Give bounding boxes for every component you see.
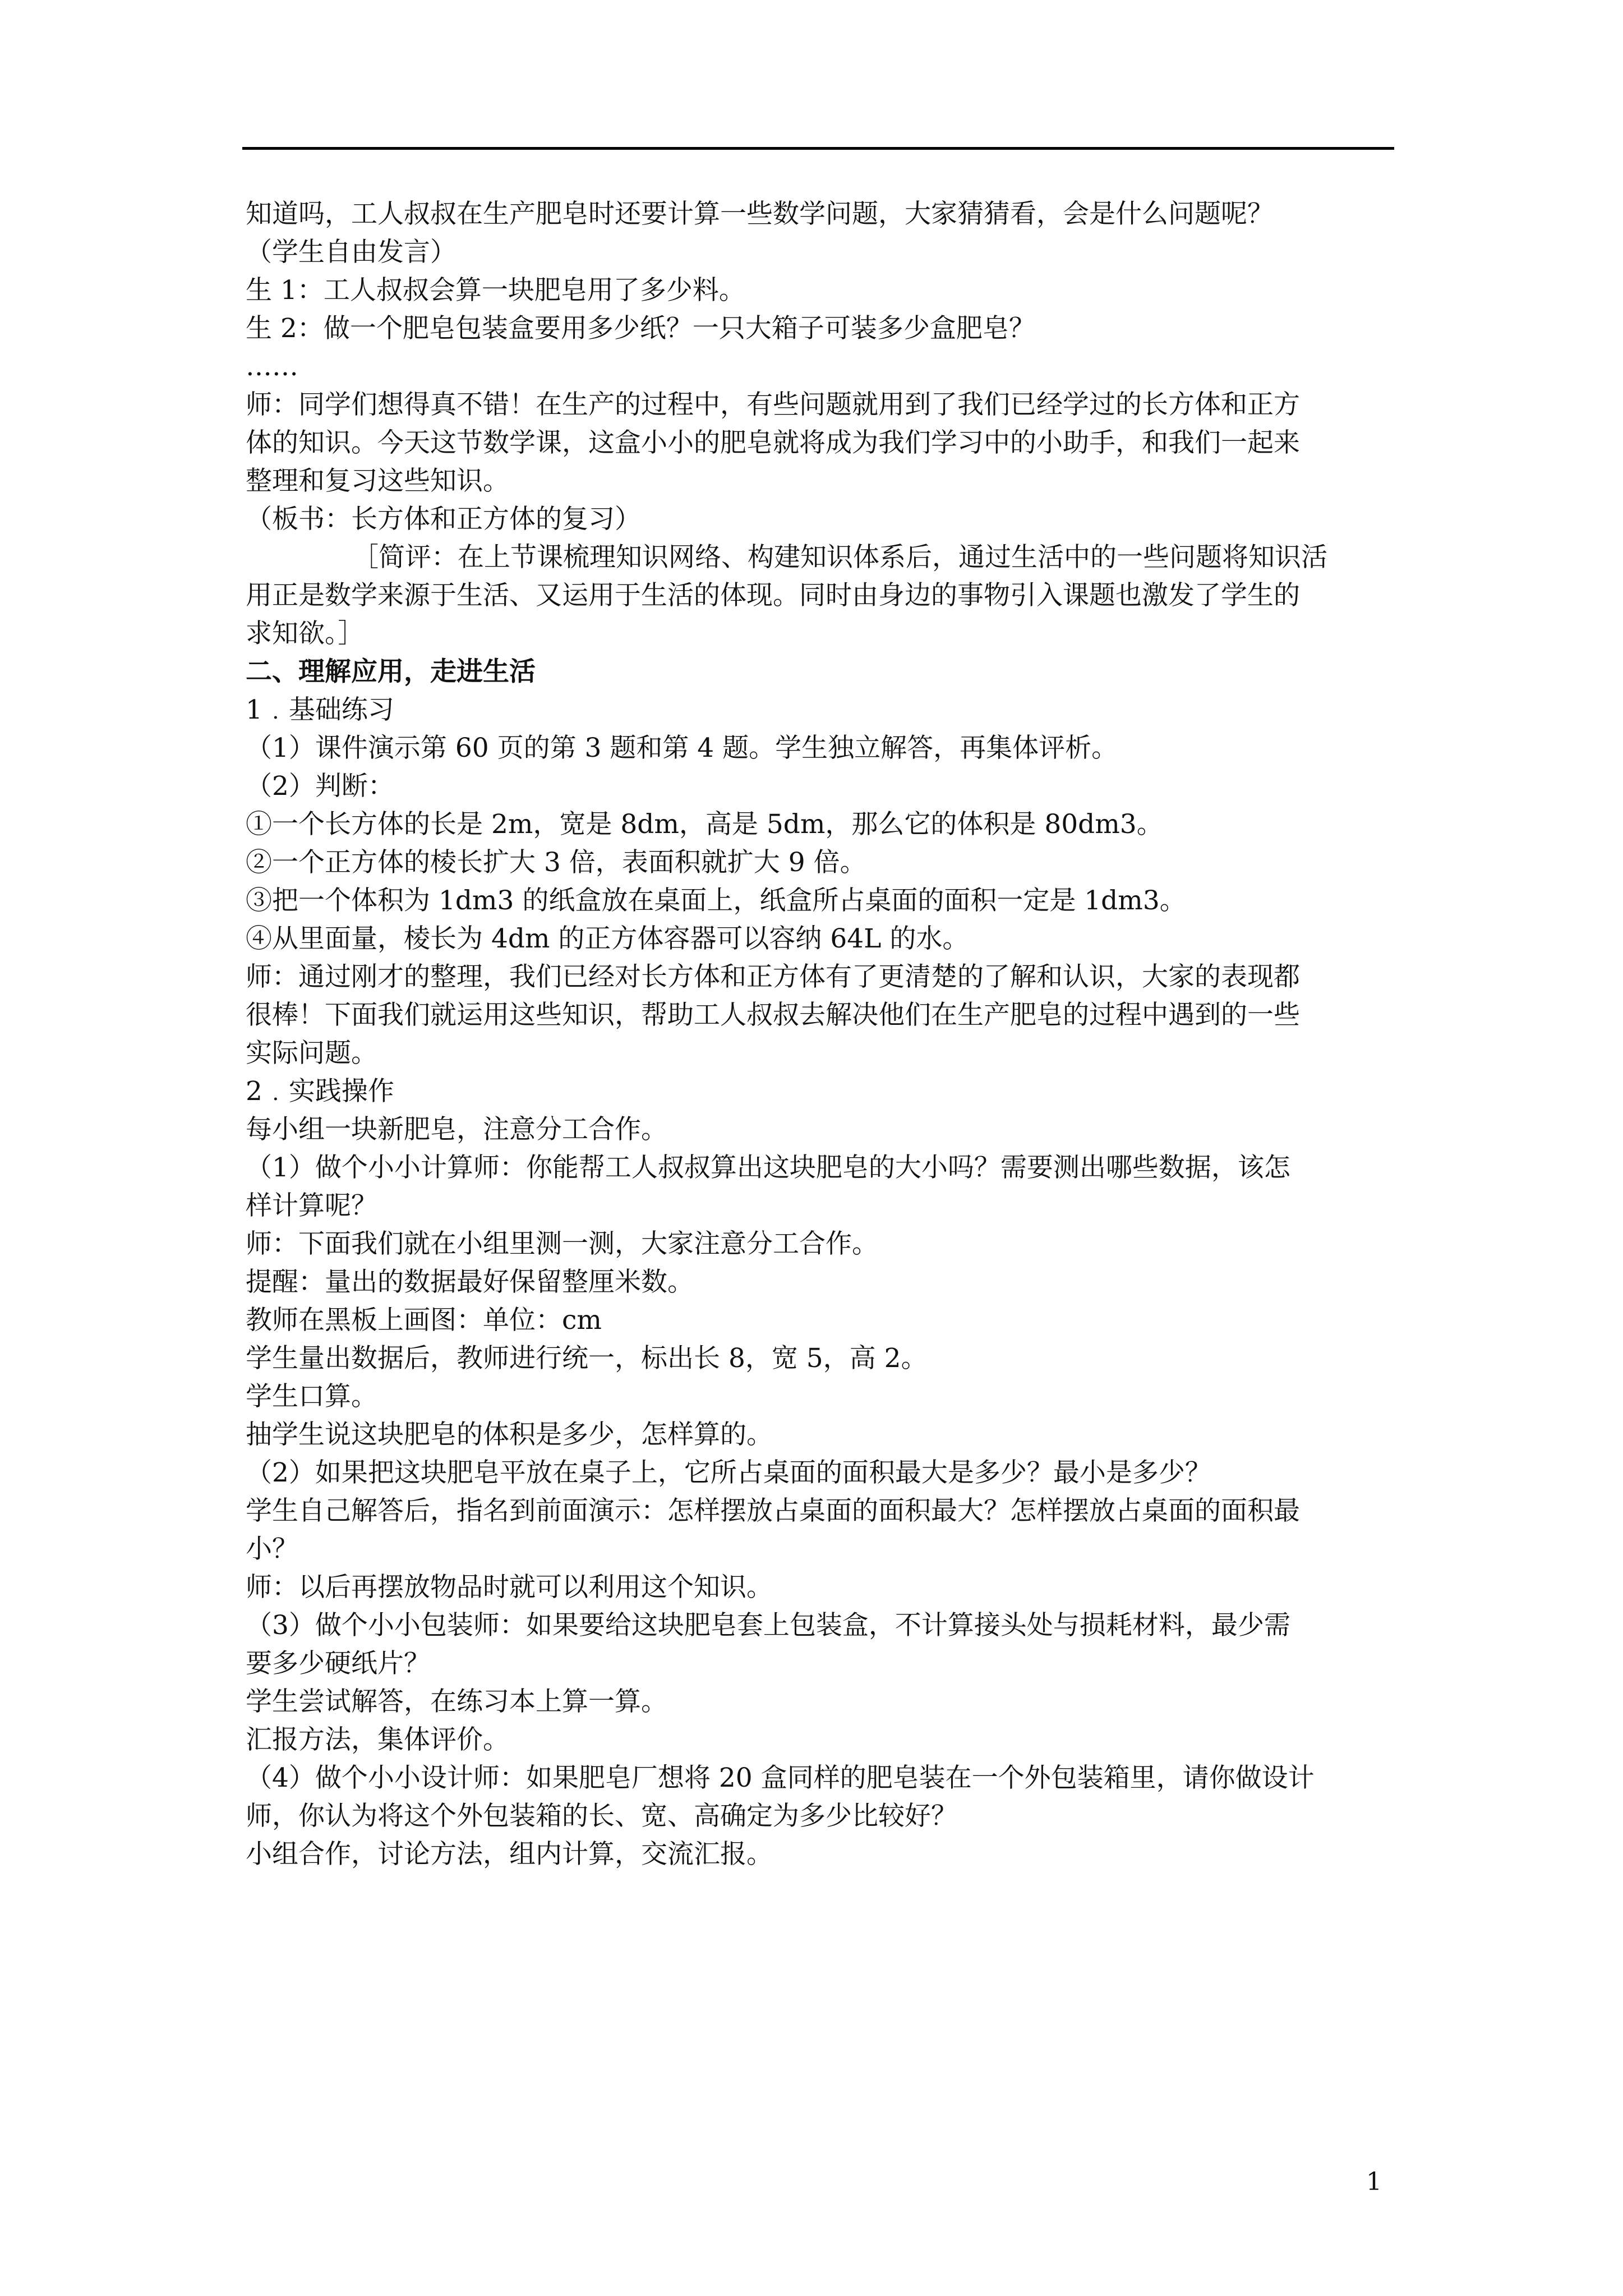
blackboard-note: （板书：长方体和正方体的复习） (246, 504, 641, 535)
page-number: 1 (1366, 2168, 1382, 2196)
paragraph-line: 小？ (246, 1534, 298, 1565)
paragraph-line: 学生尝试解答，在练习本上算一算。 (246, 1686, 667, 1717)
document-body (246, 195, 1412, 1874)
paragraph-line: 学生量出数据后，教师进行统一，标出长 8，宽 5，高 2。 (246, 1343, 928, 1374)
exercise-line: 师，你认为将这个外包装箱的长、宽、高确定为多少比较好？ (246, 1801, 957, 1832)
exercise-line: （1）课件演示第 60 页的第 3 题和第 4 题。学生独立解答，再集体评析。 (246, 733, 1118, 763)
teacher-line: 师：同学们想得真不错！在生产的过程中，有些问题就用到了我们已经学过的长方体和正方 (246, 389, 1300, 420)
exercise-line: （2）如果把这块肥皂平放在桌子上，它所占桌面的面积最大是多少？最小是多少？ (246, 1457, 1211, 1488)
exercise-line: 要多少硬纸片？ (246, 1648, 430, 1679)
teacher-line: 师：下面我们就在小组里测一测，大家注意分工合作。 (246, 1228, 878, 1259)
paragraph-line: 小组合作，讨论方法，组内计算，交流汇报。 (246, 1839, 773, 1870)
exercise-line: （3）做个小小包装师：如果要给这块肥皂套上包装盒，不计算接头处与损耗材料，最少需 (246, 1610, 1290, 1641)
paragraph-line: 汇报方法，集体评价。 (246, 1724, 509, 1755)
paragraph-line: 提醒：量出的数据最好保留整厘米数。 (246, 1267, 694, 1297)
exercise-line: （1）做个小小计算师：你能帮工人叔叔算出这块肥皂的大小吗？需要测出哪些数据，该怎 (246, 1152, 1290, 1183)
comment-line: ［简评：在上节课梳理知识网络、构建知识体系后，通过生活中的一些问题将知识活 (352, 542, 1327, 573)
paragraph-line: 学生口算。 (246, 1381, 377, 1412)
exercise-line: 样计算呢？ (246, 1190, 377, 1221)
ellipsis-line: …… (246, 351, 298, 382)
exercise-line: （4）做个小小设计师：如果肥皂厂想将 20 盒同样的肥皂装在一个外包装箱里，请你做设计 (246, 1763, 1315, 1793)
teacher-line: 实际问题。 (246, 1038, 377, 1069)
subsection-heading: 1﹒基础练习 (246, 694, 394, 725)
subsection-heading: 2﹒实践操作 (246, 1076, 394, 1107)
paragraph-line: 抽学生说这块肥皂的体积是多少，怎样算的。 (246, 1419, 773, 1450)
exercise-line: （2）判断： (246, 771, 394, 802)
judgment-item: ②一个正方体的棱长扩大 3 倍，表面积就扩大 9 倍。 (246, 847, 866, 878)
paragraph-line: 每小组一块新肥皂，注意分工合作。 (246, 1114, 667, 1145)
paragraph-line: 知道吗，工人叔叔在生产肥皂时还要计算一些数学问题，大家猜猜看，会是什么问题呢？ (246, 199, 1274, 229)
judgment-item: ④从里面量，棱长为 4dm 的正方体容器可以容纳 64L 的水。 (246, 923, 969, 954)
teacher-line: 整理和复习这些知识。 (246, 466, 509, 496)
student-response-line: 生 2：做一个肥皂包装盒要用多少纸？一只大箱子可装多少盒肥皂？ (246, 313, 1035, 344)
teacher-line: 很棒！下面我们就运用这些知识，帮助工人叔叔去解决他们在生产肥皂的过程中遇到的一些 (246, 1000, 1300, 1030)
student-response-line: 生 1：工人叔叔会算一块肥皂用了多少料。 (246, 275, 745, 306)
comment-line: 求知欲。］ (246, 618, 365, 649)
paragraph-line: 学生自己解答后，指名到前面演示：怎样摆放占桌面的面积最大？怎样摆放占桌面的面积最 (246, 1496, 1300, 1526)
teacher-line: 师：以后再摆放物品时就可以利用这个知识。 (246, 1572, 773, 1603)
teacher-line: 师：通过刚才的整理，我们已经对长方体和正方体有了更清楚的了解和认识，大家的表现都 (246, 961, 1300, 992)
comment-line: 用正是数学来源于生活、又运用于生活的体现。同时由身边的事物引入课题也激发了学生的 (246, 580, 1300, 611)
paragraph-line: 教师在黑板上画图：单位：cm (246, 1305, 602, 1336)
header-rule (242, 147, 1394, 150)
paragraph-line: （学生自由发言） (246, 237, 457, 268)
judgment-item: ③把一个体积为 1dm3 的纸盒放在桌面上，纸盒所占桌面的面积一定是 1dm3。 (246, 885, 1186, 916)
section-heading: 二、理解应用，走进生活 (246, 656, 536, 687)
judgment-item: ①一个长方体的长是 2m，宽是 8dm，高是 5dm，那么它的体积是 80dm3。 (246, 809, 1163, 840)
teacher-line: 体的知识。今天这节数学课，这盒小小的肥皂就将成为我们学习中的小助手，和我们一起来 (246, 427, 1300, 458)
